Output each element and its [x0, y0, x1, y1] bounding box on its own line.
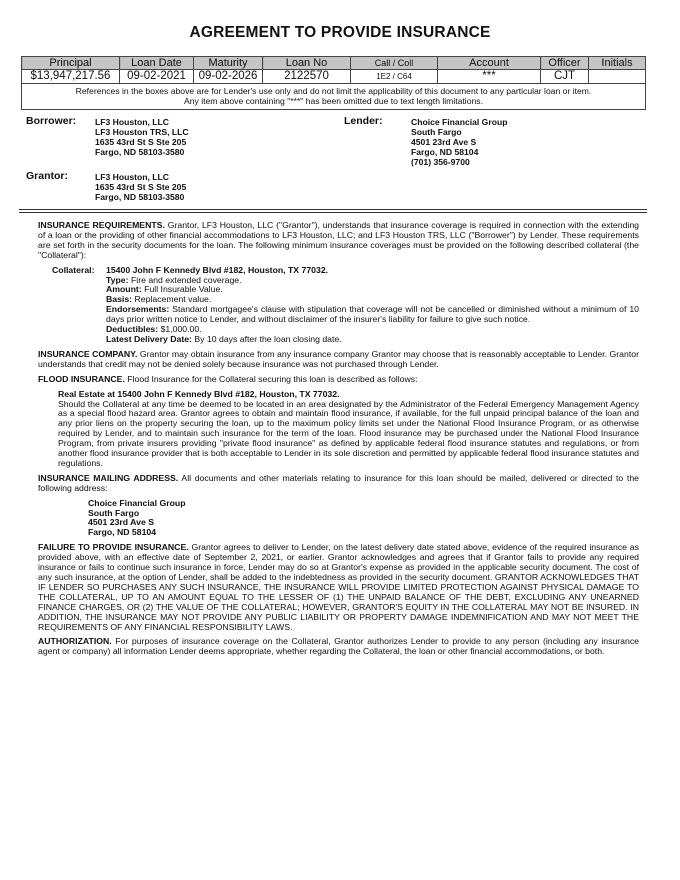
section-insurance-company — [38, 350, 639, 370]
collateral-address: 15400 John F Kennedy Blvd #182, Houston, TX 77032. — [106, 264, 329, 275]
header-note-line1: References in the boxes above are for Lender's use only and do not limit the applicability of this document to any particular loan or item. — [75, 86, 592, 96]
header-value-loan-date: 09-02-2021 — [120, 70, 194, 84]
header-label-loan-date: Loan Date — [120, 57, 194, 70]
header-value-initials — [589, 70, 646, 84]
header-label-loan-no: Loan No — [263, 57, 351, 70]
borrower-label: Borrower: — [26, 115, 77, 127]
collateral-delivery-value: By 10 days after the loan closing date. — [194, 333, 342, 344]
mailing-address-line: Choice Financial Group — [88, 497, 186, 508]
mailing-address-line: Fargo, ND 58104 — [88, 527, 157, 538]
grantor-block — [95, 172, 186, 202]
header-value-loan-no: 2122570 — [263, 70, 351, 84]
grantor-label: Grantor: — [26, 170, 68, 182]
section-heading: INSURANCE MAILING ADDRESS. — [38, 472, 179, 483]
section-text: Flood Insurance for the Collateral securing this loan is described as follows: — [127, 373, 418, 384]
mailing-address-block — [38, 499, 639, 539]
collateral-endorsements-label: Endorsements: — [106, 304, 170, 315]
mailing-address-line: 4501 23rd Ave S — [88, 517, 155, 528]
divider-top — [19, 209, 647, 210]
lender-line: Fargo, ND 58104 — [411, 147, 479, 157]
section-heading: INSURANCE REQUIREMENTS. — [38, 220, 165, 230]
header-value-officer: CJT — [541, 70, 589, 84]
lender-label: Lender: — [344, 115, 383, 127]
header-value-principal: $13,947,217.56 — [22, 70, 120, 84]
borrower-line: LF3 Houston, LLC — [95, 117, 169, 127]
header-label-officer: Officer — [541, 57, 589, 70]
header-label-account: Account — [438, 57, 541, 70]
document-title: AGREEMENT TO PROVIDE INSURANCE — [189, 24, 491, 41]
lender-line: (701) 356-9700 — [411, 157, 470, 167]
header-note — [22, 84, 646, 110]
collateral-label: Collateral: — [52, 264, 95, 275]
header-label-principal: Principal — [22, 57, 120, 70]
collateral-amount-value: Full Insurable Value. — [144, 284, 223, 295]
lender-line: South Fargo — [411, 127, 462, 137]
header-note-line2: Any item above containing "***" has been omitted due to text length limitations. — [184, 96, 483, 106]
collateral-delivery-label: Latest Delivery Date: — [106, 333, 192, 344]
header-label-initials: Initials — [589, 57, 646, 70]
section-text: For purposes of insurance coverage on the Collateral, Grantor authorizes Lender to provide to any person (including any insurance agent or company) all information Lender deems appropriate, whether regarding the Collateral, the loan or other financial accommodations, or both. — [38, 636, 640, 657]
collateral-type-value: Fire and extended coverage. — [130, 274, 242, 285]
collateral-deductibles-label: Deductibles: — [106, 324, 159, 335]
section-heading: INSURANCE COMPANY. — [38, 348, 138, 359]
section-text: Grantor may obtain insurance from any insurance company Grantor may choose that is reasonably acceptable to Lender. Grantor understands that credit may not be denied solely because insurance was not purchased through Lender. — [38, 348, 639, 369]
section-mailing-address — [38, 474, 639, 494]
agreement-body — [38, 221, 639, 662]
header-value-account: *** — [438, 70, 541, 84]
grantor-line: 1635 43rd St S Ste 205 — [95, 182, 187, 192]
grantor-line: Fargo, ND 58103-3580 — [95, 192, 185, 202]
borrower-line: 1635 43rd St S Ste 205 — [95, 137, 187, 147]
section-flood-insurance — [38, 375, 639, 385]
section-text: Grantor, LF3 Houston, LLC ("Grantor"), understands that insurance coverage is required in connection with the extending of a loan or the providing of other financial accommodations to LF3 Houston, LLC; and LF3 Houston TRS, LLC ("Borrower") by Lender. These requirements are set forth in the security documents for the loan. The following minimum insurance coverages must be provided on the following described collateral (the "Collateral"): — [38, 220, 639, 260]
header-value-call-coll: 1E2 / C64 — [351, 70, 438, 84]
header-label-call-coll: Call / Coll — [351, 57, 438, 70]
section-text: All documents and other materials relating to insurance for this loan should be mailed, delivered or directed to the following address: — [38, 472, 639, 493]
borrower-block — [95, 117, 189, 157]
grantor-line: LF3 Houston, LLC — [95, 172, 169, 182]
collateral-basis-label: Basis: — [106, 294, 133, 305]
section-heading: FLOOD INSURANCE. — [38, 373, 125, 384]
lender-block — [411, 117, 507, 167]
section-text: Grantor agrees to deliver to Lender, on the latest delivery date stated above, evidence of the required insurance as provided above, with an effective date of September 2, 2021, or earlier. Grantor acknowledges and agrees that if Grantor fails to provide any required insurance or fails to continue such insurance in force, Lender may do so at Grantor's expense as provided in the applicable security document. The cost of any such insurance, at the option of Lender, shall be added to the indebtedness as provided in the security document. GRANTOR ACKNOWLEDGES THAT IF LENDER SO PURCHASES ANY SUCH INSURANCE, THE INSURANCE WILL PROVIDE LIMITED PROTECTION AGAINST PHYSICAL DAMAGE TO THE COLLATERAL, UP TO AN AMOUNT EQUAL TO THE LESSER OF (1) THE UNPAID BALANCE OF THE DEBT, EXCLUDING ANY UNEARNED FINANCE CHARGES, OR (2) THE VALUE OF THE COLLATERAL; HOWEVER, GRANTOR'S EQUITY IN THE COLLATERAL MAY NOT BE INSURED. IN ADDITION, THE INSURANCE MAY NOT PROVIDE ANY PUBLIC LIABILITY OR PROPERTY DAMAGE INDEMNIFICATION AND MAY NOT MEET THE REQUIREMENTS OF ANY FINANCIAL RESPONSIBILITY LAWS. — [38, 542, 639, 632]
loan-header-table — [21, 56, 646, 110]
borrower-line: LF3 Houston TRS, LLC — [95, 127, 189, 137]
borrower-line: Fargo, ND 58103-3580 — [95, 147, 185, 157]
section-heading: FAILURE TO PROVIDE INSURANCE. — [38, 542, 189, 553]
collateral-basis-value: Replacement value. — [134, 294, 212, 305]
divider-bottom — [19, 212, 647, 213]
section-authorization — [38, 637, 639, 657]
section-insurance-requirements — [38, 221, 639, 261]
flood-real-estate-title: Real Estate at 15400 John F Kennedy Blvd #182, Houston, TX 77032. — [58, 388, 340, 399]
mailing-address-line: South Fargo — [88, 507, 140, 518]
section-heading: AUTHORIZATION. — [38, 636, 112, 647]
lender-line: 4501 23rd Ave S — [411, 137, 477, 147]
collateral-amount-label: Amount: — [106, 284, 142, 295]
collateral-endorsements-value: Standard mortgagee's clause with stipulation that coverage will not be cancelled or diminished without a minimum of 10 days prior written notice to Lender, and without disclaimer of the insurer's liability for failure to give such notice. — [106, 304, 639, 325]
collateral-block — [38, 266, 639, 345]
flood-real-estate-text: Should the Collateral at any time be deemed to be located in an area designated by the Administrator of the Federal Emergency Management Agency as a special flood hazard area. Grantor agrees to obtain and maintain flood insurance, if available, for the full unpaid principal balance of the loan and any prior liens on the property securing the loan, up to the maximum policy limits set under the National Flood Insurance Program, or as otherwise required by Lender, and to maintain such insurance for the term of the loan. Flood insurance may be purchased under the National Flood Insurance Program, from private insurers providing "private flood insurance" as defined by applicable federal flood insurance statutes and regulations, or from another flood insurance provider that is both acceptable to Lender in its sole discretion and permitted by applicable federal flood insurance statutes and regulations. — [58, 398, 639, 468]
header-label-maturity: Maturity — [194, 57, 263, 70]
lender-line: Choice Financial Group — [411, 117, 508, 127]
collateral-deductibles-value: $1,000.00. — [160, 324, 202, 335]
section-failure-to-provide — [38, 543, 639, 632]
header-value-maturity: 09-02-2026 — [194, 70, 263, 84]
flood-real-estate-block — [38, 390, 639, 469]
collateral-type-label: Type: — [106, 274, 129, 285]
